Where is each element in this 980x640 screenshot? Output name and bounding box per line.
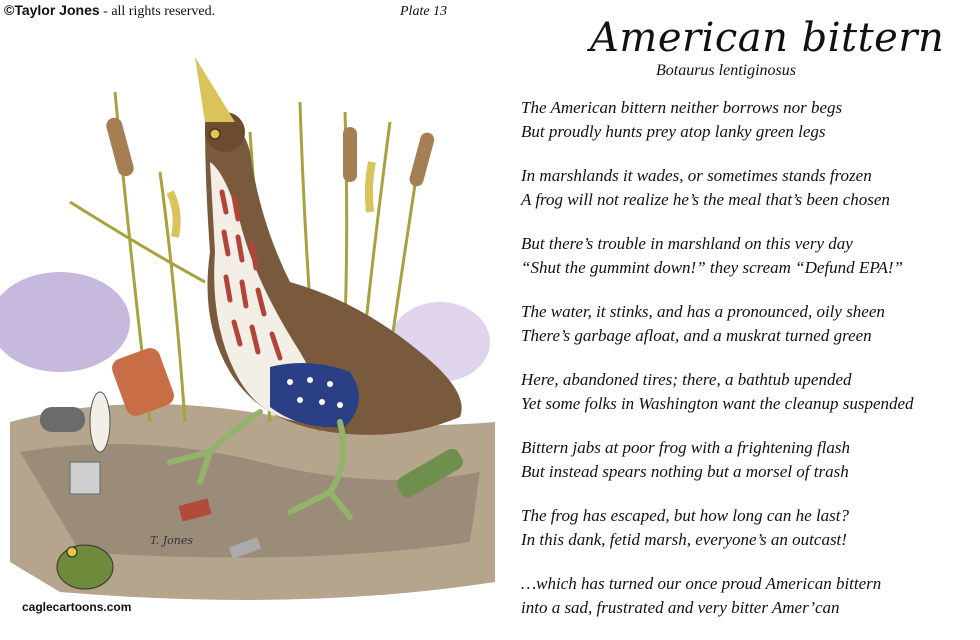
author-name: ©Taylor Jones xyxy=(4,2,100,18)
poem-line: There’s garbage afloat, and a muskrat turned green xyxy=(521,326,872,345)
bittern-beak xyxy=(195,57,235,122)
plate-number: Plate 13 xyxy=(400,4,448,19)
poem-line: “Shut the gummint down!” they scream “Defund EPA!” xyxy=(521,258,904,277)
cattail xyxy=(408,131,436,188)
stanza xyxy=(521,504,976,552)
artist-signature: T. Jones xyxy=(150,534,193,547)
copyright-credit xyxy=(4,2,215,20)
bittern-illustration xyxy=(0,22,505,612)
cattail xyxy=(105,116,136,178)
poem-line: In this dank, fetid marsh, everyone’s an outcast! xyxy=(521,530,847,549)
seed-head xyxy=(369,162,372,212)
poem-line: Yet some folks in Washington want the cleanup suspended xyxy=(521,394,914,413)
poem-line: The American bittern neither borrows nor begs xyxy=(521,98,843,117)
bucket xyxy=(70,462,100,494)
rights-text: - all rights reserved. xyxy=(99,4,216,19)
frog xyxy=(57,545,113,589)
purple-haze xyxy=(0,272,130,372)
poem-line: A frog will not realize he’s the meal that’s been chosen xyxy=(521,190,890,209)
poem-line: But proudly hunts prey atop lanky green legs xyxy=(521,122,826,141)
bowling-pin xyxy=(90,392,110,452)
poem xyxy=(521,96,976,640)
website-credit: caglecartoons.com xyxy=(22,600,132,614)
poem-line: But instead spears nothing but a morsel of trash xyxy=(521,462,849,481)
poem-line: into a sad, frustrated and very bitter Amer’can xyxy=(521,598,840,617)
stanza xyxy=(521,300,976,348)
frog-eye xyxy=(67,547,77,557)
tire xyxy=(40,407,85,432)
stanza xyxy=(521,96,976,144)
poem-line: …which has turned our once proud American bittern xyxy=(521,574,882,593)
stanza xyxy=(521,368,976,416)
bittern-eye xyxy=(210,129,220,139)
poem-line: Here, abandoned tires; there, a bathtub upended xyxy=(521,370,852,389)
poem-title: American bittern xyxy=(590,15,945,61)
stanza xyxy=(521,232,976,280)
seed-head xyxy=(170,192,177,237)
poem-line: The water, it stinks, and has a pronounced, oily sheen xyxy=(521,302,885,321)
stanza xyxy=(521,164,976,212)
poem-line: But there’s trouble in marshland on this very day xyxy=(521,234,853,253)
stanza xyxy=(521,436,976,484)
poem-line: In marshlands it wades, or sometimes stands frozen xyxy=(521,166,872,185)
cattail xyxy=(343,127,357,182)
poem-line: Bittern jabs at poor frog with a frightening flash xyxy=(521,438,851,457)
stanza xyxy=(521,572,976,620)
poem-line: The frog has escaped, but how long can he last? xyxy=(521,506,850,525)
scientific-name: Botaurus lentiginosus xyxy=(655,62,796,79)
